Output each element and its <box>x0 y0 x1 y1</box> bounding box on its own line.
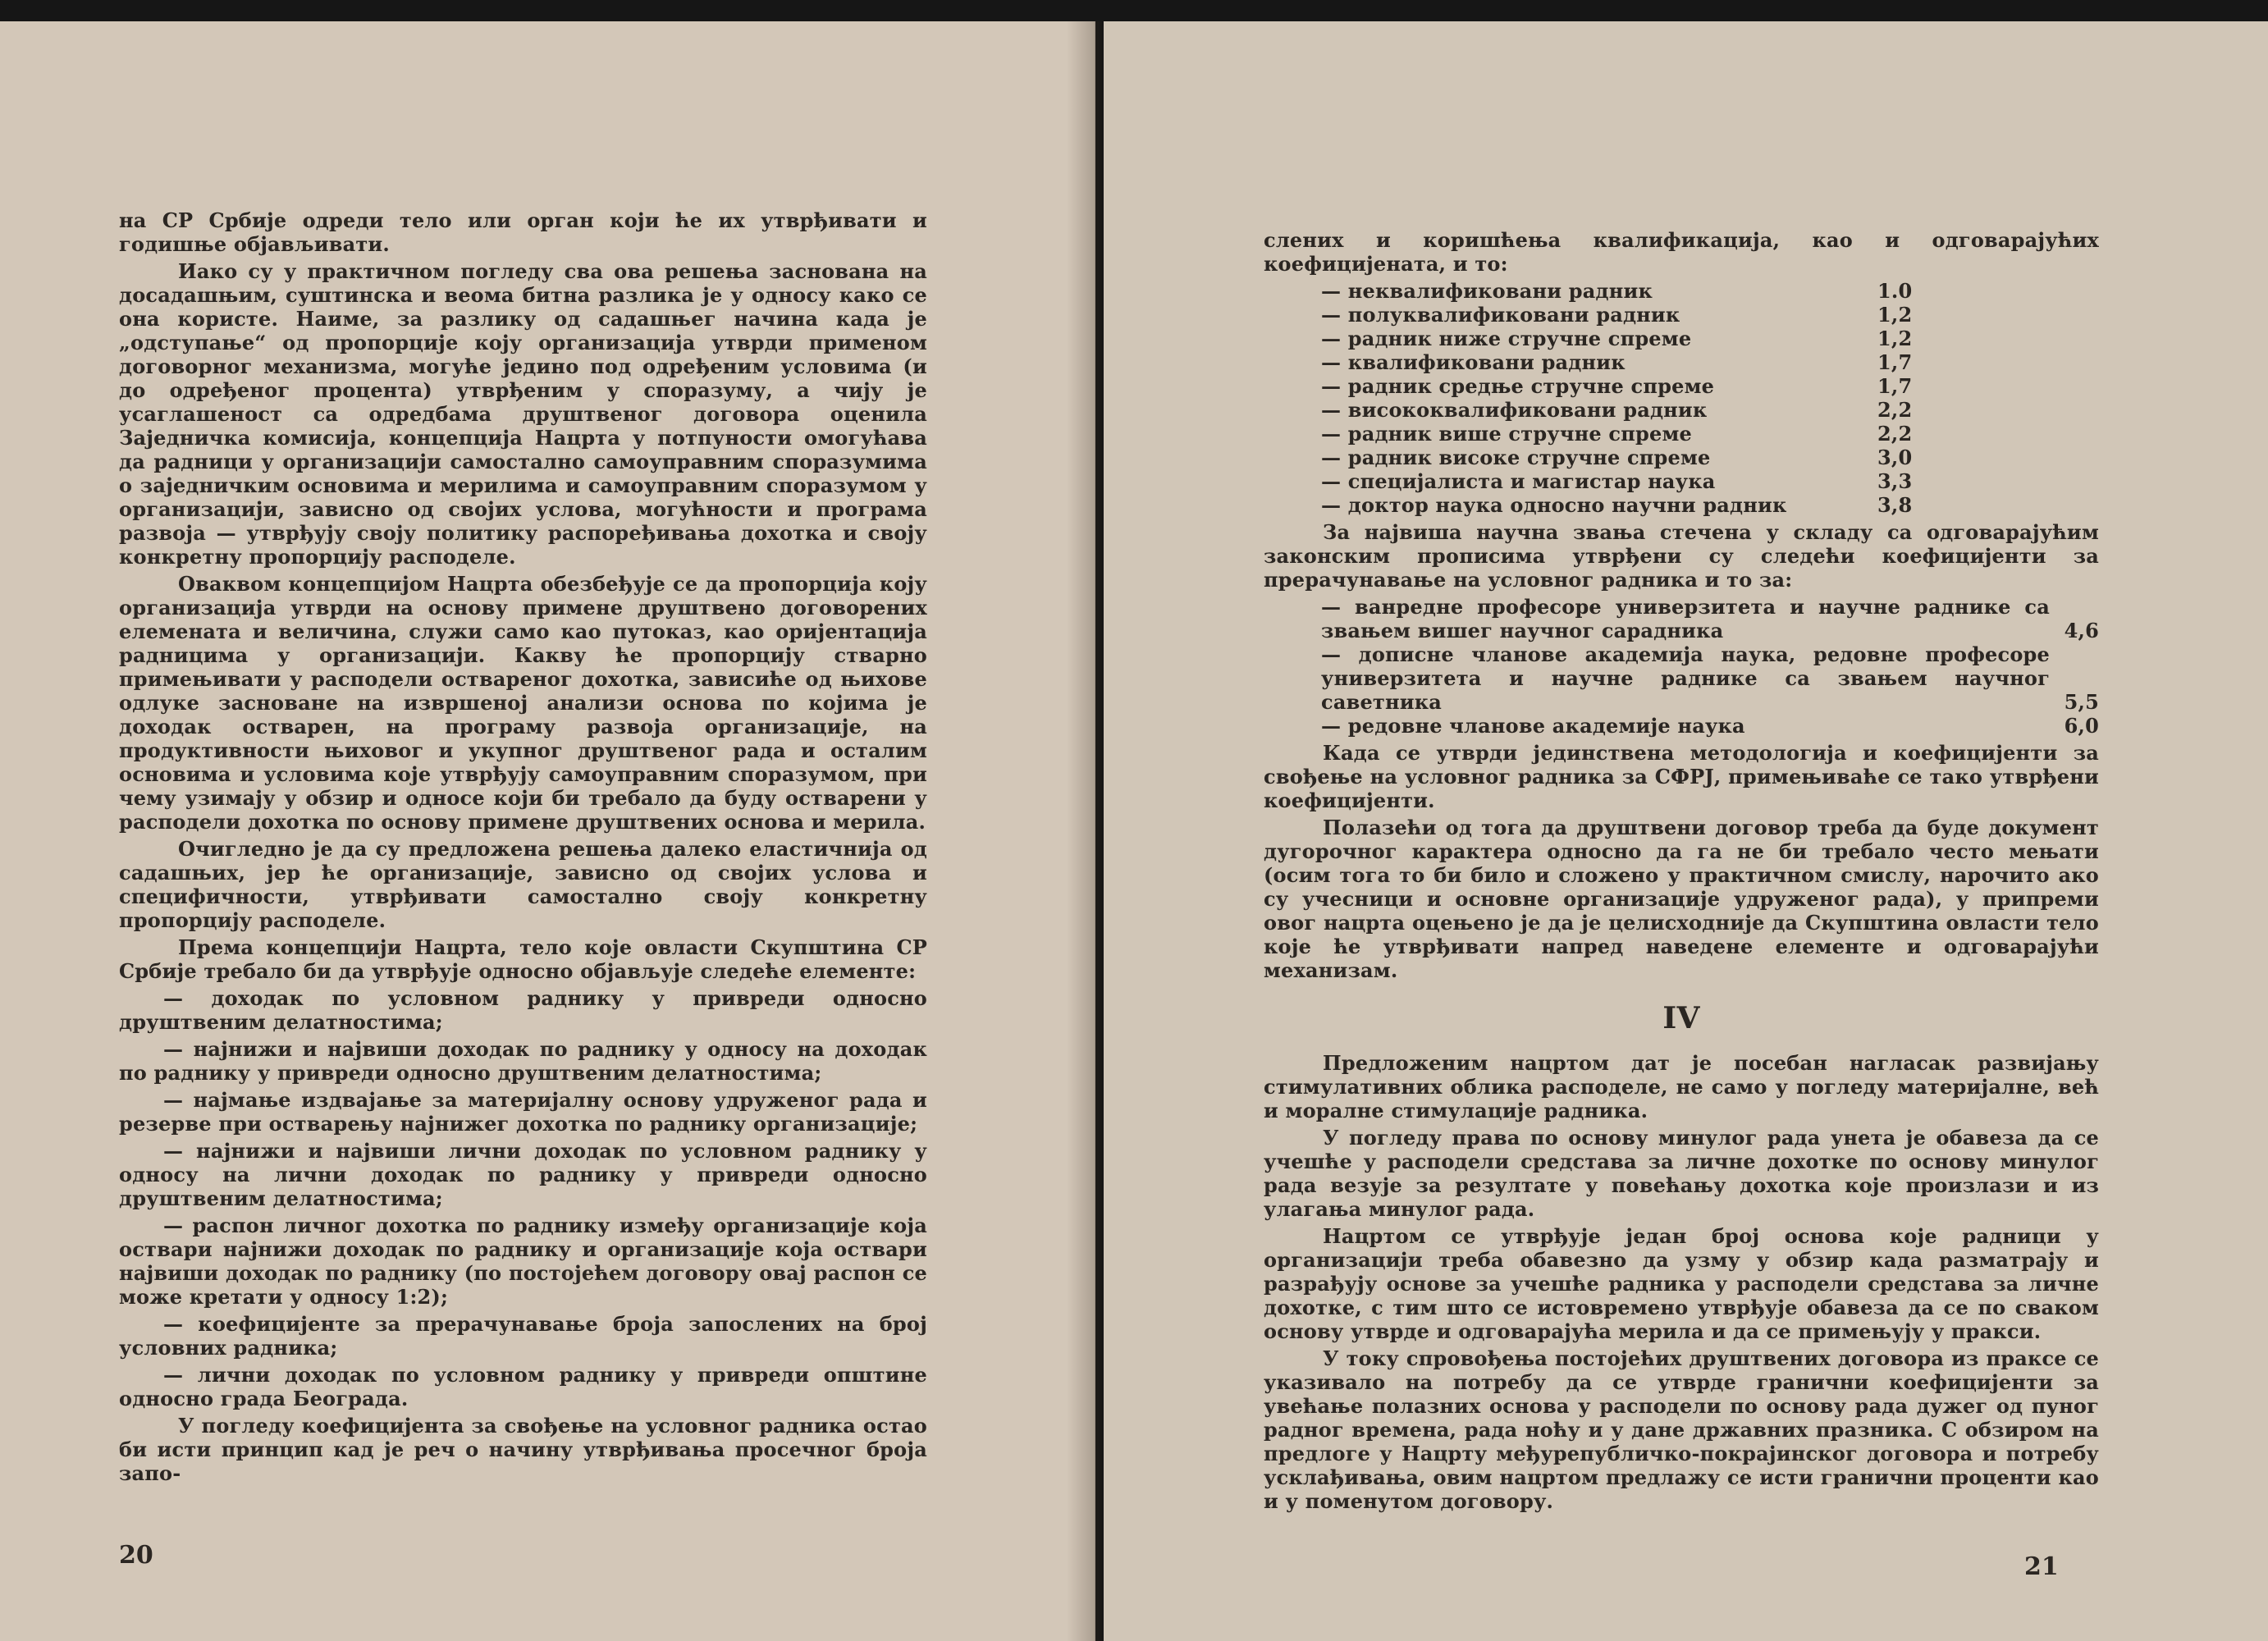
coefficient-value: 5,5 <box>2064 690 2099 714</box>
coefficient-row <box>1264 327 2099 350</box>
coefficient-value: 3,0 <box>1877 446 1913 469</box>
left-page <box>0 21 1095 1641</box>
right-page <box>1104 21 2268 1641</box>
list-item: — најнижи и највиши лични доходак по условном раднику у односу на лични доходак по раднику у привреди односно друштвеним делатностима; <box>119 1139 927 1210</box>
coefficient-value: 1,7 <box>1877 350 1913 374</box>
coefficient-label: — редовне чланове академије наука <box>1321 714 1745 738</box>
paragraph: Када се утврди јединствена методологија и коефицијенти за свођење на условног радника за СФРЈ, примењиваће се тако утврђени коефицијенти. <box>1264 741 2099 812</box>
left-page-text <box>119 208 927 1488</box>
paragraph: Иако су у практичном погледу сва ова решења заснована на досадашњим, суштинска и веома битна разлика је у односу како се она користе. Наиме, за разлику од садашњег начина када је „одступање“ од пропорције коју организација утврди применом договорног механизма, могуће једино под одређеним условима (и до одређеног процента) утврђеним у споразуму, а чију је усаглашеност са одредбама друштвеног договора оценила Заједничка комисија, концепција Нацрта у потпуности омогућава да радници у организацији самостално самоуправним споразумима о заједничким основима и мерилима и самоуправним споразумом у организацији, зависно од својих услова, могућности и програма развоја — утврђују своју политику распоређивања дохотка и своју конкретну пропорцију расподеле. <box>119 259 927 569</box>
paragraph: У погледу коефицијента за свођење на условног радника остао би исти принцип кад је реч о начину утврђивања просечног броја запо- <box>119 1414 927 1485</box>
paragraph: Предложеним нацртом дат је посебан нагласак развијању стимулативних облика расподеле, не само у погледу материјалне, већ и моралне стимулације радника. <box>1264 1051 2099 1122</box>
coefficient-label: — полуквалификовани радник <box>1321 303 1680 327</box>
paragraph: За највиша научна звања стечена у складу са одговарајућим законским прописима утврђени су следећи коефицијенти за прерачунавање на условног радника и то за: <box>1264 520 2099 592</box>
coefficient-label: — висококвалификовани радник <box>1321 398 1708 422</box>
coefficient-value: 1,2 <box>1877 327 1913 350</box>
coefficient-label: — неквалификовани радник <box>1321 279 1653 303</box>
coefficient-value: 1.0 <box>1877 279 1913 303</box>
coefficient-value: 6,0 <box>2064 714 2099 738</box>
coefficient-row <box>1264 642 2099 714</box>
coefficient-row <box>1264 446 2099 469</box>
academic-titles-coefficients-list <box>1264 595 2099 738</box>
coefficient-label: — доктор наука односно научни радник <box>1321 493 1787 517</box>
page-number-left: 20 <box>119 1541 153 1570</box>
coefficient-value: 4,6 <box>2064 619 2099 642</box>
paragraph: Полазећи од тога да друштвени договор треба да буде документ дугорочног карактера односно да га не би требало често мењати (осим тога то би било и сложено у практичном смислу, нарочито ако су учесници и основне организације удруженог рада), у припреми овог нацрта оцењено је да је целисходније да Скупштина овласти тело које ће утврђивати напред наведене елементе и одговарајући механизам. <box>1264 816 2099 982</box>
coefficient-label: — дописне чланове академија наука, редовне професоре универзитета и научне раднике са звањем научног саветника <box>1321 642 2050 714</box>
coefficient-label: — радник ниже стручне спреме <box>1321 327 1692 350</box>
coefficient-label: — радник средње стручне спреме <box>1321 374 1715 398</box>
coefficient-value: 3,8 <box>1877 493 1913 517</box>
page-number-right: 21 <box>2024 1552 2059 1581</box>
paragraph: Нацртом се утврђује један број основа које радници у организацији треба обавезно да узму у обзир када разматрају и разрађују основе за учешће радника у расподели средстава за личне дохотке, с тим што се истовремено утврђује обавеза да се по сваком основу утврде и одговарајућа мерила и да се примењују у пракси. <box>1264 1224 2099 1343</box>
section-heading: IV <box>1662 1001 1700 1035</box>
list-item: — коефицијенте за прерачунавање броја запослених на број условних радника; <box>119 1312 927 1360</box>
list-item: — најнижи и највиши доходак по раднику у односу на доходак по раднику у привреди односно друштвеним делатностима; <box>119 1037 927 1085</box>
qualification-coefficients-list <box>1264 279 2099 517</box>
coefficient-label: — радник више стручне спреме <box>1321 422 1692 446</box>
paragraph: слених и коришћења квалификација, као и одговарајућих коефицијената, и то: <box>1264 228 2099 276</box>
list-item: — распон личног дохотка по раднику између организације која оствари најнижи доходак по раднику и организације која оствари највиши доходак по раднику (по постојећем договору овај распон се може кретати у односу 1:2); <box>119 1214 927 1309</box>
list-item: — најмање издвајање за материјалну основу удруженог рада и резерве при остварењу најнижег дохотка по раднику организације; <box>119 1088 927 1136</box>
paragraph: Оваквом концепцијом Нацрта обезбеђује се да пропорција коју организација утврди на основу примене друштвено договорених елемената и величина, служи само као путоказ, као оријентација радницима у организацији. Какву ће пропорцију стварно примењивати у расподели оствареног дохотка, зависиће од њихове одлуке засноване на извршеној анализи основа по којима је доходак остварен, на програму развоја организације, на продуктивности њиховог и укупног друштвеног рада и осталим основима и условима које утврђују самоуправним споразумом, при чему узимају у обзир и односе који би требало да буду остварени у расподели дохотка по основу примене друштвених основа и мерила. <box>119 572 927 834</box>
coefficient-row <box>1264 422 2099 446</box>
coefficient-value: 1,7 <box>1877 374 1913 398</box>
coefficient-value: 2,2 <box>1877 398 1913 422</box>
coefficient-label: — квалификовани радник <box>1321 350 1626 374</box>
paragraph: У погледу права по основу минулог рада унета је обавеза да се учешће у расподели средстава за личне дохотке по основу минулог рада везује за резултате у повећању дохотка које произлази и из улагања минулог рада. <box>1264 1126 2099 1221</box>
paragraph: Према концепцији Нацрта, тело које овласти Скупштина СР Србије требало би да утврђује односно објављује следеће елементе: <box>119 935 927 983</box>
list-item: — доходак по условном раднику у привреди односно друштвеним делатностима; <box>119 986 927 1034</box>
coefficient-row <box>1264 493 2099 517</box>
coefficient-row <box>1264 350 2099 374</box>
coefficient-row <box>1264 374 2099 398</box>
coefficient-row <box>1264 714 2099 738</box>
coefficient-value: 2,2 <box>1877 422 1913 446</box>
right-page-text <box>1264 228 2099 1516</box>
coefficient-row <box>1264 398 2099 422</box>
coefficient-label: — радник високе стручне спреме <box>1321 446 1711 469</box>
coefficient-row <box>1264 595 2099 642</box>
coefficient-label: — специјалиста и магистар наука <box>1321 469 1716 493</box>
list-item: — лични доходак по условном раднику у привреди општине односно града Београда. <box>119 1363 927 1410</box>
paragraph: У току спровођења постојећих друштвених договора из праксе се указивало на потребу да се утврде гранични коефицијенти за увећање полазних основа у расподели по основу рада дужег од пуног радног времена, рада ноћу и у дане државних празника. С обзиром на предлоге у Нацрту међурепубличко-покрајинског договора и потребу усклађивања, овим нацртом предлажу се исти гранични проценти као и у поменутом договору. <box>1264 1346 2099 1513</box>
coefficient-row <box>1264 279 2099 303</box>
paragraph: Очигледно је да су предложена решења далеко еластичнија од садашњих, јер ће организације, зависно од својих услова и специфичности, утврђивати самостално своју конкретну пропорцију расподеле. <box>119 837 927 932</box>
coefficient-value: 1,2 <box>1877 303 1913 327</box>
coefficient-label: — ванредне професоре универзитета и научне раднике са звањем вишег научног сарадника <box>1321 595 2050 642</box>
coefficient-row <box>1264 303 2099 327</box>
paragraph: на СР Србије одреди тело или орган који ће их утврђивати и годишње објављивати. <box>119 208 927 256</box>
coefficient-row <box>1264 469 2099 493</box>
coefficient-value: 3,3 <box>1877 469 1913 493</box>
